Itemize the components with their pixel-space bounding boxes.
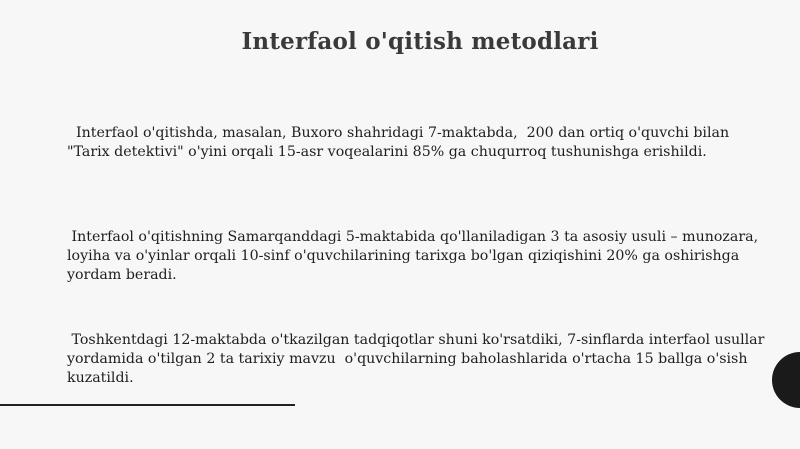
decorative-line xyxy=(0,404,295,406)
slide-title: Interfaol o'qitish metodlari xyxy=(241,28,599,55)
paragraph-1: Interfaol o'qitishda, masalan, Buxoro shahridagi 7-maktabda, 200 dan ortiq o'quvchi bilan "Tarix detektivi" o'yini orqali 15-asr voqealarini 85% ga chuqurroq tushunishga erishildi. xyxy=(67,125,734,160)
decorative-circle xyxy=(772,352,800,408)
paragraph-3: Toshkentdagi 12-maktabda o'tkazilgan tadqiqotlar shuni ko'rsatdiki, 7-sinflarda interfaol usullar yordamida o'tilgan 2 ta tarixiy mavzu o'quvchilarning baholashlarida o'rtacha 15 ballga o'sish kuzatildi. xyxy=(67,332,769,386)
paragraph-2: Interfaol o'qitishning Samarqanddagi 5-maktabida qo'llaniladigan 3 ta asosiy usuli – munozara, loyiha va o'yinlar orqali 10-sinf o'quvchilarining tarixga bo'lgan qiziqishini 20% ga oshirishga yordam beradi. xyxy=(67,229,763,283)
